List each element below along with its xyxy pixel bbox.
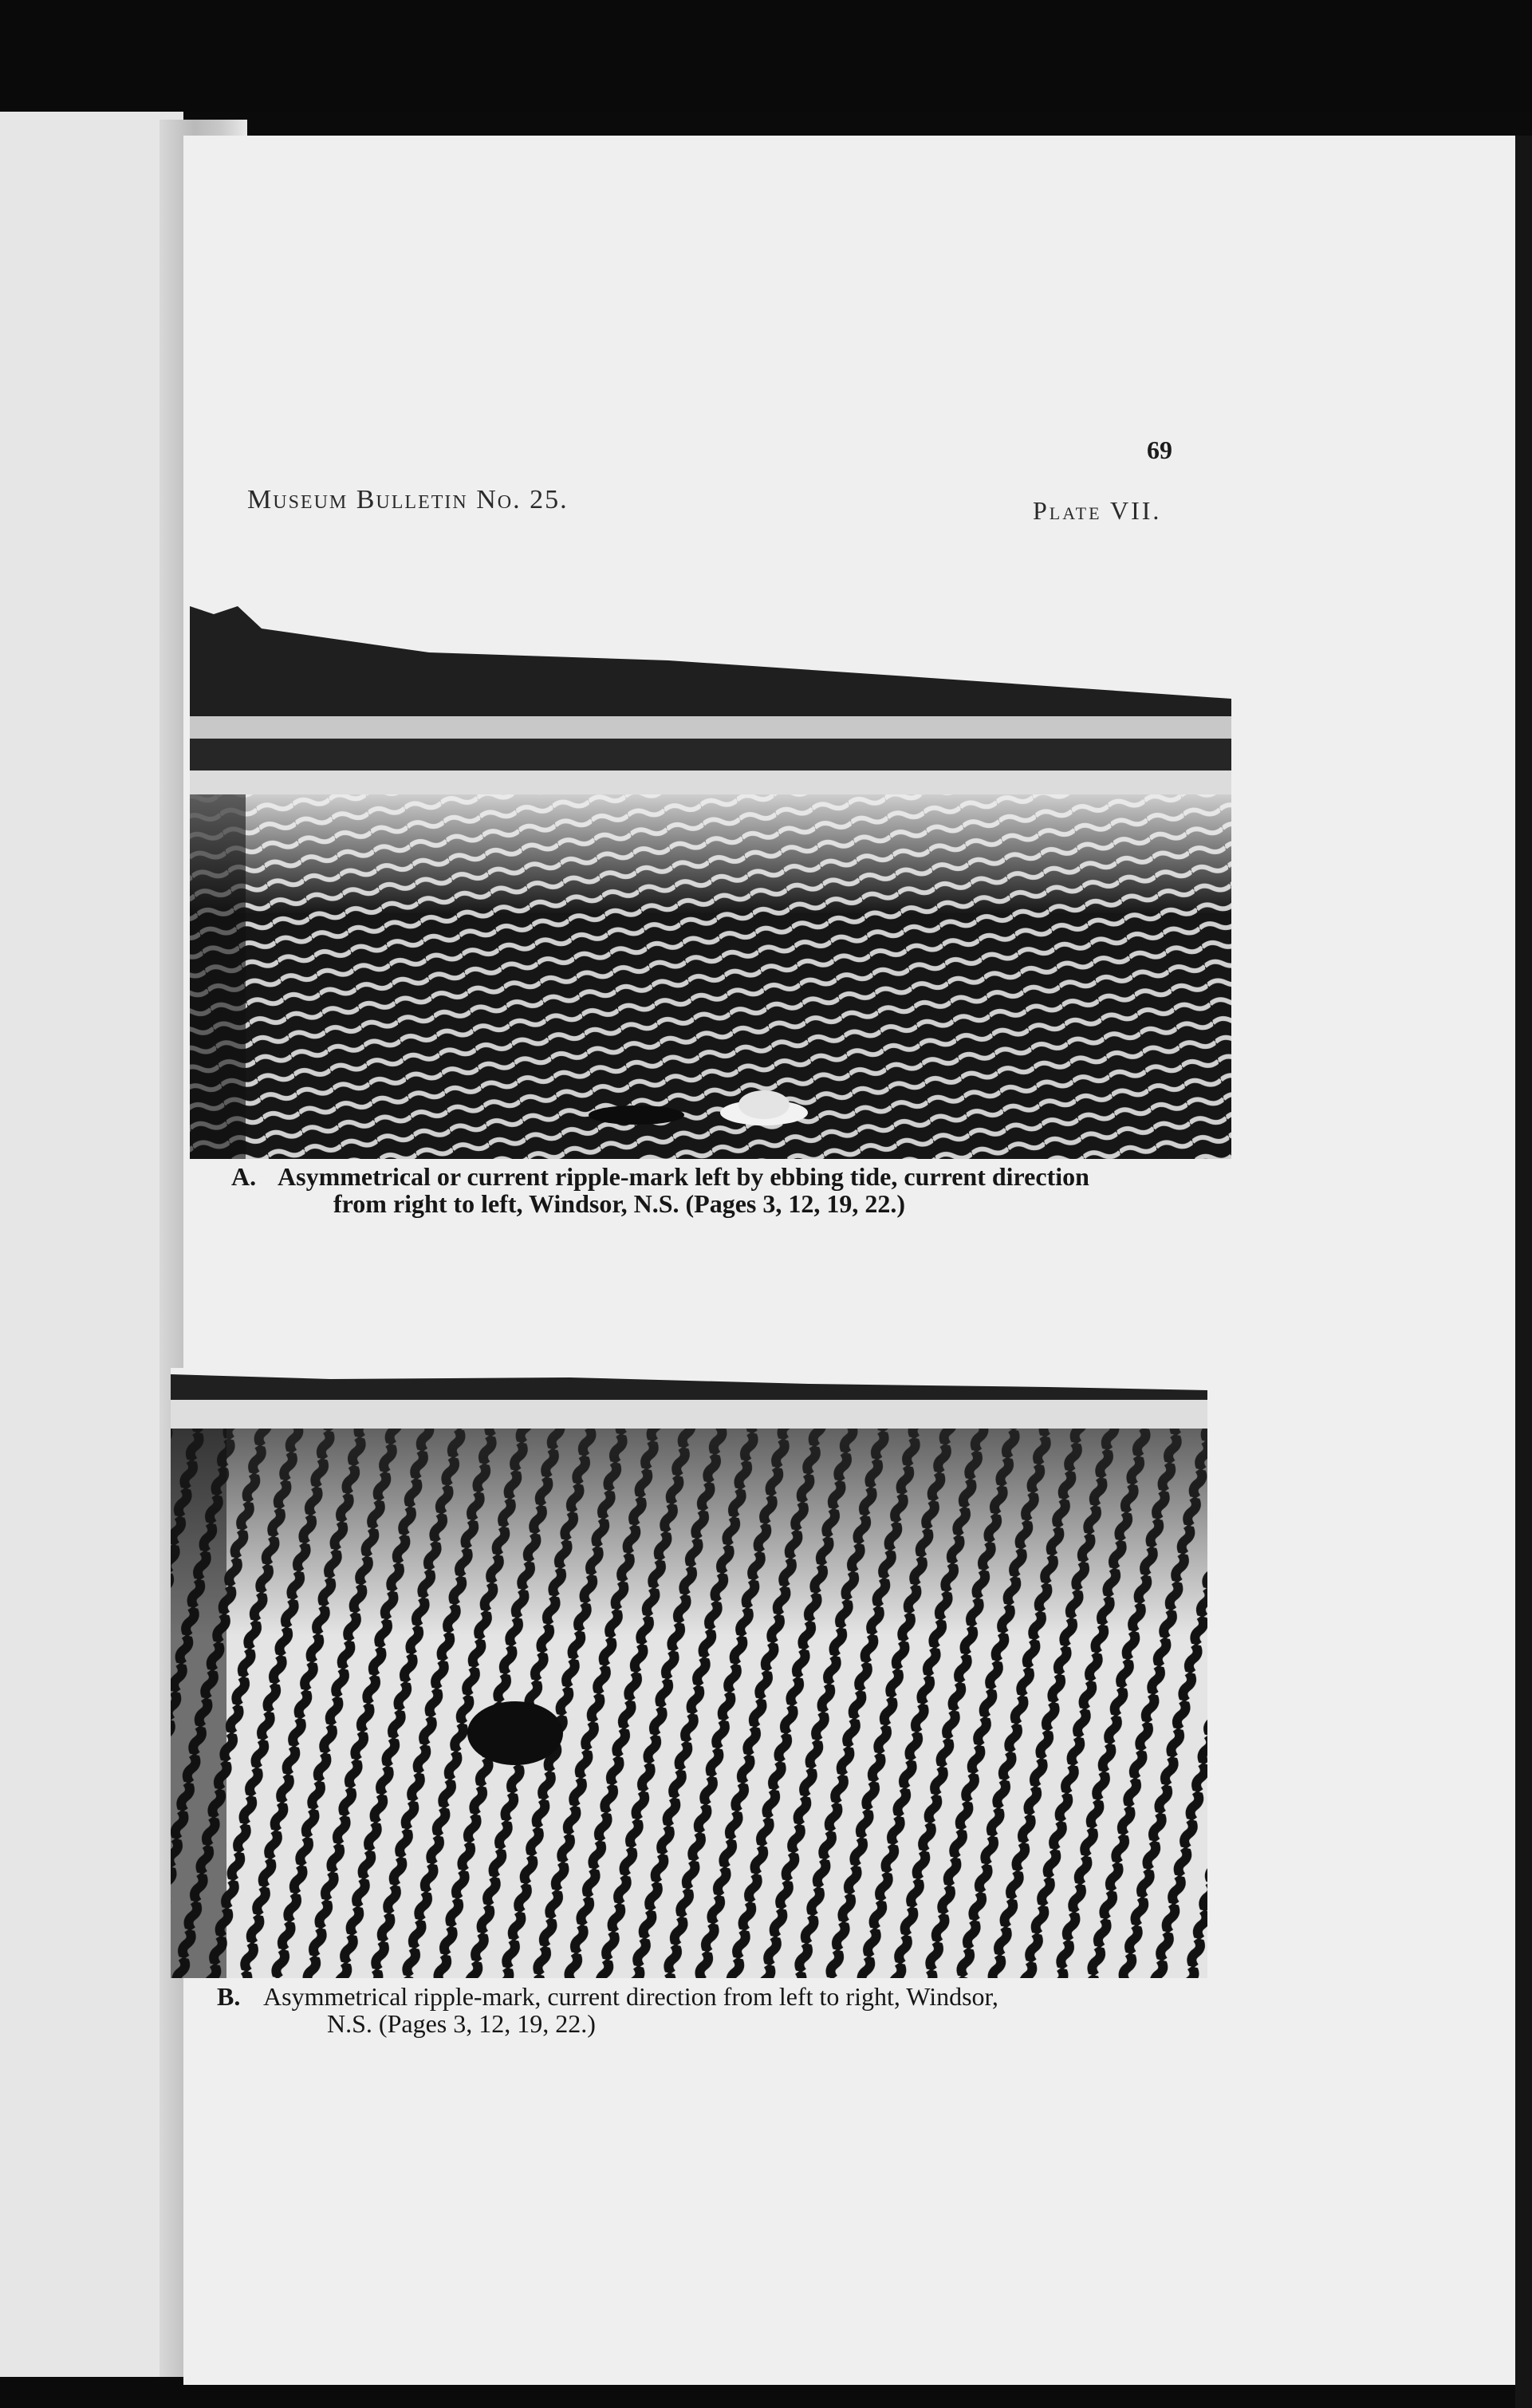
plate-page [183, 136, 1515, 2385]
caption-a-line2: from right to left, Windsor, N.S. (Pages 3, 12, 19, 22.) [333, 1189, 906, 1218]
running-head-plate: Plate VII. [1033, 496, 1162, 525]
caption-b [217, 1983, 1222, 2037]
caption-a [231, 1163, 1236, 1217]
caption-a-letter: A. [231, 1162, 257, 1191]
caption-b-line2: N.S. (Pages 3, 12, 19, 22.) [327, 2009, 596, 2038]
caption-a-line1: Asymmetrical or current ripple-mark left by ebbing tide, current direction [278, 1162, 1089, 1191]
running-head-bulletin: Museum Bulletin No. 25. [247, 485, 569, 514]
facing-page [0, 112, 183, 2377]
scan-border-top [0, 0, 1532, 112]
caption-b-line1: Asymmetrical ripple-mark, current direction from left to right, Windsor, [263, 1982, 998, 2011]
photo-a-ripple-marks [190, 597, 1231, 1159]
photo-b-image [171, 1368, 1207, 1978]
scan-border-right [1515, 136, 1532, 2408]
page-number: 69 [1147, 435, 1172, 464]
photo-a-image [190, 597, 1231, 1159]
caption-b-letter: B. [217, 1982, 241, 2011]
photo-b-ripple-marks [171, 1368, 1207, 1978]
